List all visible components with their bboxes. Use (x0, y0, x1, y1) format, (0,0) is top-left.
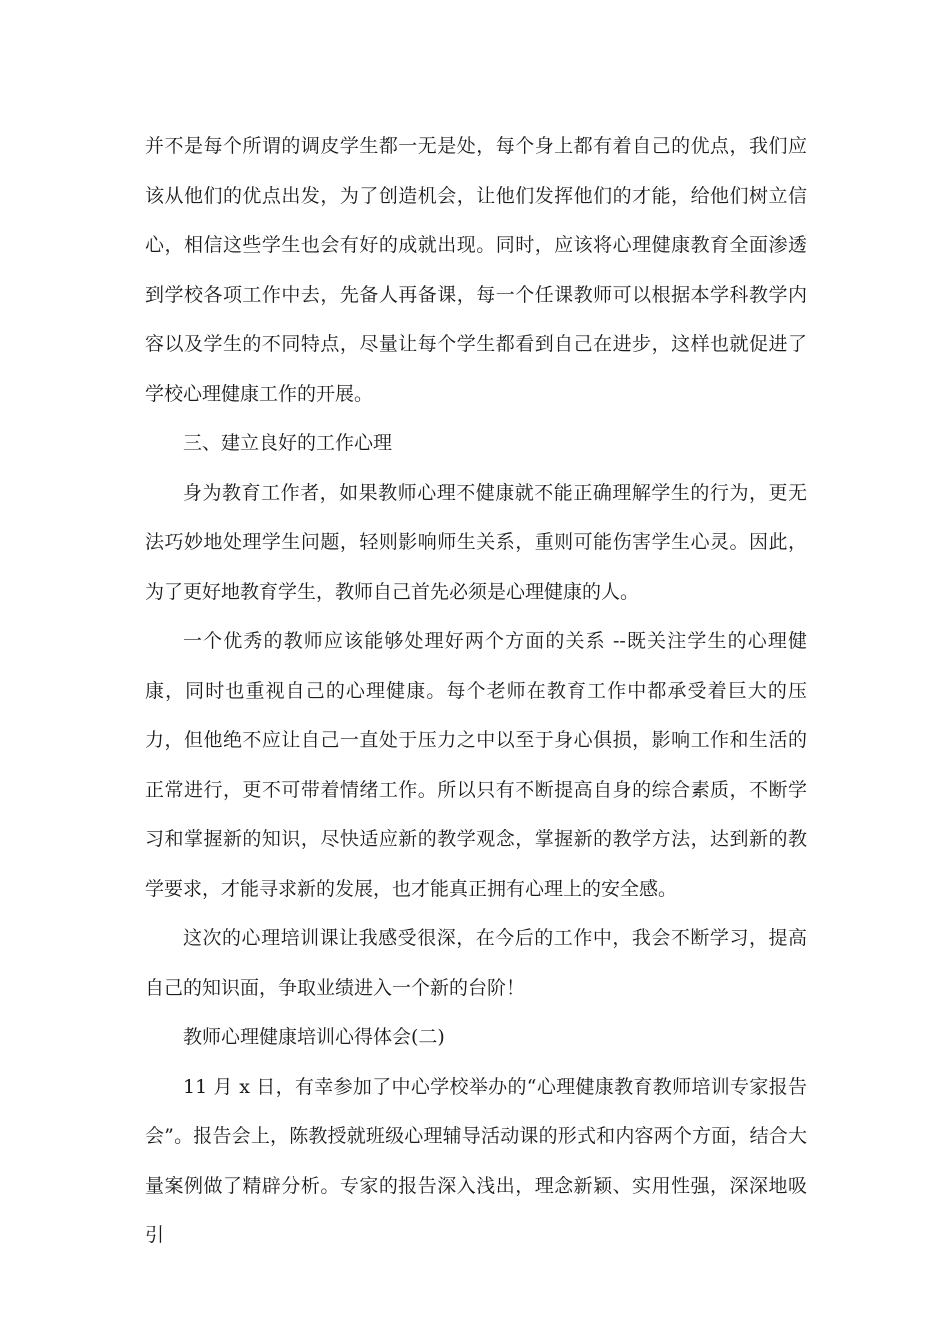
paragraph-3: 一个优秀的教师应该能够处理好两个方面的关系 --既关注学生的心理健康，同时也重视自己的心理健康。每个老师在教育工作中都承受着巨大的压力，但他绝不应让自己一直处于压力之中以至于身心俱损，影响工作和生活的正常进行，更不可带着情绪工作。所以只有不断提高自身的综合素质，不断学习和掌握新的知识，尽快适应新的教学观念，掌握新的教学方法，达到新的教学要求，才能寻求新的发展，也才能真正拥有心理上的安全感。 (145, 630, 807, 900)
paragraph-2: 身为教育工作者，如果教师心理不健康就不能正确理解学生的行为，更无法巧妙地处理学生问题，轻则影响师生关系，重则可能伤害学生心灵。因此，为了更好地教育学生，教师自己首先必须是心理健康的人。 (145, 481, 807, 603)
paragraph-1: 并不是每个所谓的调皮学生都一无是处，每个身上都有着自己的优点，我们应该从他们的优点出发，为了创造机会，让他们发挥他们的才能，给他们树立信心，相信这些学生也会有好的成就出现。同时，应该将心理健康教育全面渗透到学校各项工作中去，先备人再备课，每一个任课教师可以根据本学科教学内容以及学生的不同特点，尽量让每个学生都看到自己在进步，这样也就促进了学校心理健康工作的开展。 (145, 135, 807, 405)
paragraph-4: 这次的心理培训课让我感受很深，在今后的工作中，我会不断学习，提高自己的知识面，争取业绩进入一个新的台阶！ (145, 927, 807, 999)
article-subtitle: 教师心理健康培训心得体会(二) (183, 1026, 445, 1048)
paragraph-5: 11 月 x 日，有幸参加了中心学校举办的“心理健康教育教师培训专家报告会”。报告会上，陈教授就班级心理辅导活动课的形式和内容两个方面，结合大量案例做了精辟分析。专家的报告深入浅出，理念新颖、实用性强，深深地吸引 (145, 1075, 807, 1246)
document-body (145, 122, 807, 1261)
section-heading-3: 三、建立良好的工作心理 (183, 432, 393, 454)
